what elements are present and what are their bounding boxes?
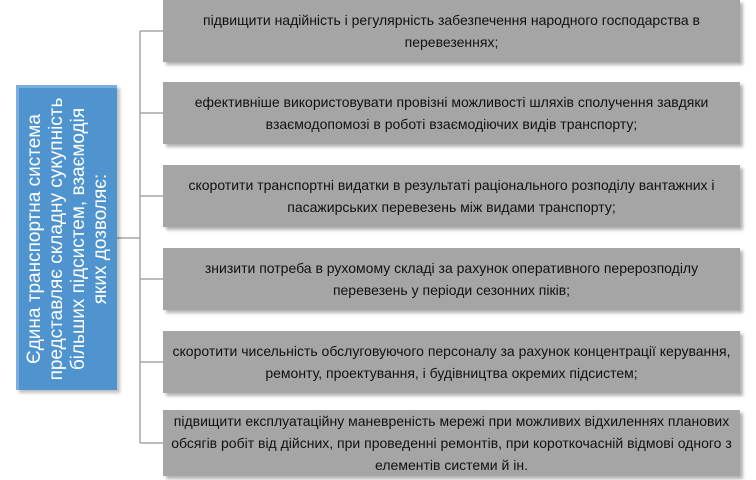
branch-node-2: ефективніше використовувати провізні можливості шляхів сполучення завдяки взаємодопомозі в роботі взаємодіючих видів транспорту; [163, 82, 740, 144]
branch-node-5: скоротити чисельність обслуговуючого персоналу за рахунок концентрації керування, ремонту, проектування, і будівництва окремих підсистем; [163, 331, 740, 393]
root-node [16, 85, 117, 390]
branch-node-6: підвищити експлуатаційну маневреність мережі при можливих відхиленнях планових обсягів робіт від дійсних, при проведенні ремонтів, при короткочасній відмові одного з елементів системи й ін. [163, 410, 740, 476]
root-node-text: Єдина транспортна система представляє складну сукупність більших підсистем, взаємодія яких дозволяє: [24, 97, 111, 381]
branch-node-1: підвищити надійність і регулярність забезпечення народного господарства в перевезеннях; [163, 0, 740, 62]
branch-node-4: знизити потреба в рухомому складі за рахунок оперативного перерозподілу перевезень у періоди сезонних піків; [163, 248, 740, 310]
branch-node-3: скоротити транспортні видатки в результаті раціонального розподілу вантажних і пасажирських перевезень між видами транспорту; [163, 165, 740, 227]
